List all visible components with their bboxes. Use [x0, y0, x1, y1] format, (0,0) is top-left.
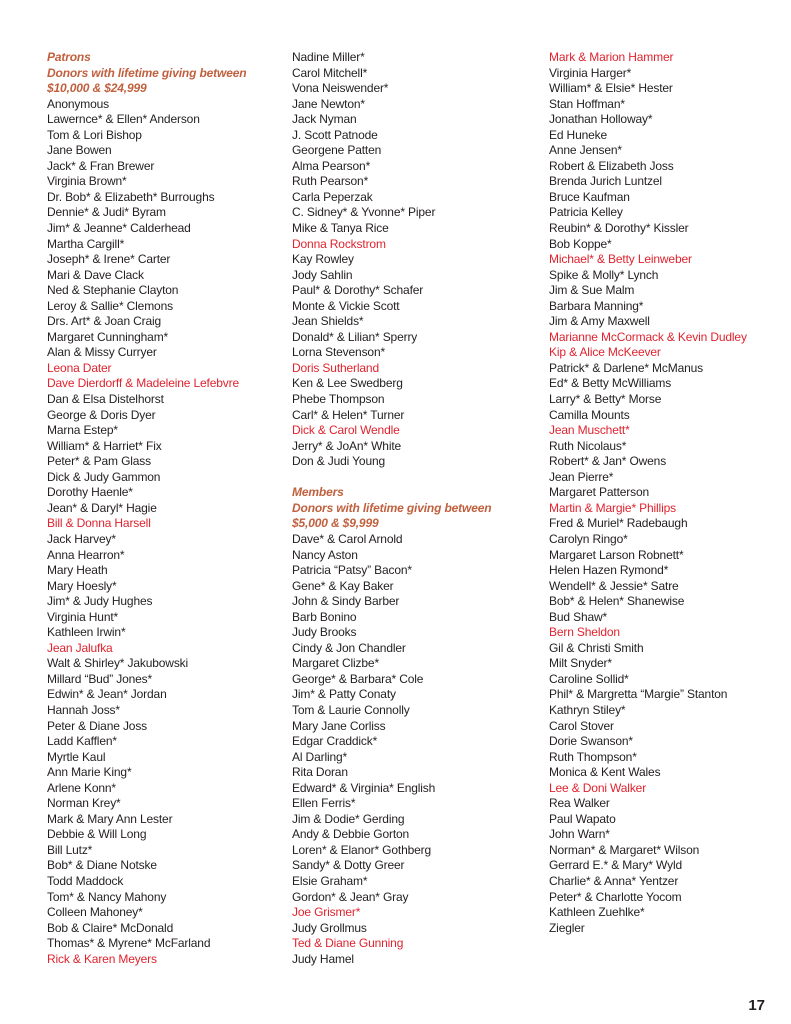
donor-name: Jane Newton*	[292, 96, 365, 111]
donor-name: Hannah Joss*	[47, 702, 120, 717]
donor-name: Virginia Brown*	[47, 174, 127, 189]
donor-name: Alma Pearson*	[292, 158, 371, 173]
donor-name: Sandy* & Dotty Greer	[292, 858, 405, 873]
donor-name: Martin & Margie* Phillips	[549, 500, 676, 515]
donor-name: Marna Estep*	[47, 423, 118, 438]
donor-name: Tom & Laurie Connolly	[292, 702, 410, 717]
donor-name: Jack Nyman	[292, 112, 357, 127]
donor-name: Gene* & Kay Baker	[292, 578, 394, 593]
donor-name: Margaret Cunningham*	[47, 329, 169, 344]
donor-name: Doris Sutherland	[292, 360, 379, 375]
donor-name: Nancy Aston	[292, 547, 358, 562]
donor-name: Ruth Thompson*	[549, 749, 637, 764]
donor-name: Drs. Art* & Joan Craig	[47, 314, 162, 329]
donor-name: Debbie & Will Long	[47, 827, 147, 842]
donor-name: Thomas* & Myrene* McFarland	[47, 936, 211, 951]
donor-name: Peter* & Charlotte Yocom	[549, 889, 682, 904]
donor-name: Ann Marie King*	[47, 765, 132, 780]
donor-name: Jack Harvey*	[47, 531, 116, 546]
donor-name: Carla Peperzak	[292, 189, 373, 204]
donor-name: Edward* & Virginia* English	[292, 780, 436, 795]
donor-name: Kay Rowley	[292, 252, 354, 267]
page-number: 17	[748, 997, 765, 1014]
donor-name: Gordon* & Jean* Gray	[292, 889, 409, 904]
members-title: Members	[292, 485, 344, 500]
donor-name: Ladd Kafflen*	[47, 734, 117, 749]
donor-name: Caroline Sollid*	[549, 671, 629, 686]
donor-name: Jim & Amy Maxwell	[549, 314, 650, 329]
donor-name: Mary Heath	[47, 563, 108, 578]
donor-name: Jane Bowen	[47, 143, 112, 158]
donor-name: William* & Harriet* Fix	[47, 438, 162, 453]
donor-name: Bill Lutz*	[47, 842, 93, 857]
donor-name: Mary Jane Corliss	[292, 718, 386, 733]
donor-name: Patricia “Patsy” Bacon*	[292, 563, 412, 578]
donor-name: Jean Jalufka	[47, 640, 113, 655]
donor-name: Jack* & Fran Brewer	[47, 158, 155, 173]
donor-name: Leona Dater	[47, 360, 112, 375]
donor-name: Leroy & Sallie* Clemons	[47, 298, 173, 313]
donor-name: Helen Hazen Rymond*	[549, 563, 669, 578]
donor-name: Michael* & Betty Leinweber	[549, 252, 692, 267]
donor-name: Bruce Kaufman	[549, 189, 630, 204]
donor-name: Edgar Craddick*	[292, 734, 378, 749]
donor-name: Virginia Hunt*	[47, 609, 119, 624]
donor-name: Phil* & Margretta “Margie” Stanton	[549, 687, 728, 702]
members-range: $5,000 & $9,999	[292, 516, 379, 531]
donor-name: Monte & Vickie Scott	[292, 298, 400, 313]
patrons-title: Patrons	[47, 50, 91, 64]
donor-name: Bud Shaw*	[549, 609, 608, 624]
donor-name: Myrtle Kaul	[47, 749, 106, 764]
donor-name: Peter & Diane Joss	[47, 718, 148, 733]
donor-name: Fred & Muriel* Radebaugh	[549, 516, 688, 531]
donor-name: Elsie Graham*	[292, 873, 368, 888]
patrons-list-col2	[292, 50, 532, 470]
donor-name: Virginia Harger*	[549, 65, 632, 80]
donor-name: Dave* & Carol Arnold	[292, 531, 403, 546]
donor-name: Robert & Elizabeth Joss	[549, 158, 674, 173]
donor-name: Bob Koppe*	[549, 236, 612, 251]
donor-name: Camilla Mounts	[549, 407, 630, 422]
donor-name: Joseph* & Irene* Carter	[47, 252, 171, 267]
section-spacer	[292, 470, 532, 486]
donor-name: Georgene Patten	[292, 143, 382, 158]
donor-name: Rick & Karen Meyers	[47, 951, 157, 966]
members-subtitle: Donors with lifetime giving between	[292, 500, 492, 515]
donor-name: Colleen Mahoney*	[47, 905, 143, 920]
donor-name: Cindy & Jon Chandler	[292, 640, 406, 655]
donor-name: Dick & Judy Gammon	[47, 469, 161, 484]
donor-name: Larry* & Betty* Morse	[549, 392, 662, 407]
donor-name: Nadine Miller*	[292, 50, 365, 64]
donor-name: Andy & Debbie Gorton	[292, 827, 410, 842]
donor-name: Brenda Jurich Luntzel	[549, 174, 662, 189]
donor-name: Don & Judi Young	[292, 454, 386, 469]
donor-name: Loren* & Elanor* Gothberg	[292, 842, 432, 857]
donor-name: Peter* & Pam Glass	[47, 454, 152, 469]
donor-name: Dave Dierdorff & Madeleine Lefebvre	[47, 376, 239, 391]
donor-name: J. Scott Patnode	[292, 127, 378, 142]
donor-name: Dick & Carol Wendle	[292, 423, 400, 438]
donor-name: Judy Grollmus	[292, 920, 367, 935]
donor-name: Mari & Dave Clack	[47, 267, 144, 282]
donor-name: William* & Elsie* Hester	[549, 81, 673, 96]
donor-name: Lorna Stevenson*	[292, 345, 386, 360]
donor-name: Ruth Nicolaus*	[549, 438, 627, 453]
donor-name: George & Doris Dyer	[47, 407, 156, 422]
donor-name: Paul* & Dorothy* Schafer	[292, 283, 424, 298]
column-2	[292, 50, 532, 967]
donor-name: Margaret Clizbe*	[292, 656, 379, 671]
donor-name: Rita Doran	[292, 765, 348, 780]
donor-name: Bob* & Diane Notske	[47, 858, 157, 873]
donor-name: Dennie* & Judi* Byram	[47, 205, 166, 220]
donor-name: Jean* & Daryl* Hagie	[47, 500, 157, 515]
donor-name: Bill & Donna Harsell	[47, 516, 151, 531]
donor-name: Ned & Stephanie Clayton	[47, 283, 179, 298]
donor-name: Anne Jensen*	[549, 143, 622, 158]
donor-name: Gerrard E.* & Mary* Wyld	[549, 858, 682, 873]
donor-name: Edwin* & Jean* Jordan	[47, 687, 167, 702]
donor-name: Kathleen Irwin*	[47, 625, 126, 640]
donor-name: Arlene Konn*	[47, 780, 116, 795]
donor-name: Patricia Kelley	[549, 205, 623, 220]
donor-name: George* & Barbara* Cole	[292, 671, 424, 686]
patrons-list-col1	[47, 97, 279, 968]
donor-name: Stan Hoffman*	[549, 96, 625, 111]
donor-name: Donna Rockstrom	[292, 236, 386, 251]
donor-name: Jim & Dodie* Gerding	[292, 811, 405, 826]
donor-name: Jean Pierre*	[549, 469, 614, 484]
patrons-subtitle: Donors with lifetime giving between	[47, 65, 247, 80]
donor-name: Milt Snyder*	[549, 656, 612, 671]
donor-name: Carol Mitchell*	[292, 65, 368, 80]
donor-name: Mike & Tanya Rice	[292, 221, 389, 236]
donor-name: Judy Hamel	[292, 951, 354, 966]
donor-name: Dr. Bob* & Elizabeth* Burroughs	[47, 189, 215, 204]
donor-name: Bern Sheldon	[549, 625, 620, 640]
donor-name: Bob* & Helen* Shanewise	[549, 594, 685, 609]
donor-name: Charlie* & Anna* Yentzer	[549, 873, 679, 888]
donor-name: Ed Huneke	[549, 127, 608, 142]
donor-name: Jody Sahlin	[292, 267, 353, 282]
donor-name: Barbara Manning*	[549, 298, 644, 313]
donor-name: Ted & Diane Gunning	[292, 936, 404, 951]
donor-name: Phebe Thompson	[292, 392, 385, 407]
donor-name: Dorie Swanson*	[549, 734, 633, 749]
donor-name: Ziegler	[549, 920, 585, 935]
donor-name: Dorothy Haenle*	[47, 485, 133, 500]
donor-name: Mark & Marion Hammer	[549, 50, 674, 64]
donor-name: Millard “Bud” Jones*	[47, 671, 153, 686]
donor-name: Carol Stover	[549, 718, 614, 733]
donor-name: Norman Krey*	[47, 796, 121, 811]
patrons-range: $10,000 & $24,999	[47, 81, 147, 96]
donor-name: Al Darling*	[292, 749, 348, 764]
donor-name: Jean Shields*	[292, 314, 364, 329]
donor-name: Mary Hoesly*	[47, 578, 117, 593]
members-list-col3	[549, 50, 781, 936]
donor-name: Jim* & Patty Conaty	[292, 687, 396, 702]
donor-name: Patrick* & Darlene* McManus	[549, 360, 704, 375]
donor-name: Robert* & Jan* Owens	[549, 454, 667, 469]
donor-name: Jerry* & JoAn* White	[292, 438, 402, 453]
donor-name: Margaret Patterson	[549, 485, 650, 500]
donor-name: Ed* & Betty McWilliams	[549, 376, 672, 391]
donor-name: Jim & Sue Malm	[549, 283, 635, 298]
donor-name: Jonathan Holloway*	[549, 112, 653, 127]
donor-name: Ellen Ferris*	[292, 796, 356, 811]
donor-name: Anna Hearron*	[47, 547, 125, 562]
donor-name: Monica & Kent Wales	[549, 765, 661, 780]
donor-name: Kathryn Stiley*	[549, 702, 626, 717]
donor-name: Carolyn Ringo*	[549, 531, 628, 546]
donor-name: John Warn*	[549, 827, 610, 842]
donor-name: Walt & Shirley* Jakubowski	[47, 656, 189, 671]
donor-name: Margaret Larson Robnett*	[549, 547, 684, 562]
donor-name: Mark & Mary Ann Lester	[47, 811, 173, 826]
donor-name: Ruth Pearson*	[292, 174, 369, 189]
donor-name: Barb Bonino	[292, 609, 357, 624]
donor-name: Reubin* & Dorothy* Kissler	[549, 221, 689, 236]
donor-name: Paul Wapato	[549, 811, 616, 826]
donor-name: Lee & Doni Walker	[549, 780, 647, 795]
donor-name: Wendell* & Jessie* Satre	[549, 578, 679, 593]
donor-name: Jim* & Judy Hughes	[47, 594, 153, 609]
donor-name: Anonymous	[47, 96, 110, 111]
donor-name: Jim* & Jeanne* Calderhead	[47, 221, 191, 236]
donor-name: Vona Neiswender*	[292, 81, 389, 96]
donor-name: Tom* & Nancy Mahony	[47, 889, 167, 904]
column-1	[47, 50, 279, 967]
donor-name: Donald* & Lilian* Sperry	[292, 329, 418, 344]
donor-name: Ken & Lee Swedberg	[292, 376, 403, 391]
donor-name: Lawernce* & Ellen* Anderson	[47, 112, 200, 127]
donor-name: Rea Walker	[549, 796, 610, 811]
donor-name: Kip & Alice McKeever	[549, 345, 661, 360]
donor-name: Gil & Christi Smith	[549, 640, 644, 655]
donor-name: C. Sidney* & Yvonne* Piper	[292, 205, 436, 220]
donor-name: Dan & Elsa Distelhorst	[47, 392, 164, 407]
donor-name: John & Sindy Barber	[292, 594, 400, 609]
donor-name: Jean Muschett*	[549, 423, 630, 438]
donor-name: Todd Maddock	[47, 873, 124, 888]
donor-name: Martha Cargill*	[47, 236, 125, 251]
donor-name: Norman* & Margaret* Wilson	[549, 842, 700, 857]
donor-name: Tom & Lori Bishop	[47, 127, 142, 142]
column-3	[549, 50, 781, 936]
donor-name: Carl* & Helen* Turner	[292, 407, 405, 422]
donor-name: Alan & Missy Curryer	[47, 345, 157, 360]
donor-name: Judy Brooks	[292, 625, 357, 640]
donor-name: Spike & Molly* Lynch	[549, 267, 659, 282]
donor-name: Kathleen Zuehlke*	[549, 905, 645, 920]
donor-name: Bob & Claire* McDonald	[47, 920, 174, 935]
members-list-col2	[292, 532, 532, 967]
donor-name: Joe Grismer*	[292, 905, 361, 920]
donor-name: Marianne McCormack & Kevin Dudley	[549, 329, 747, 344]
